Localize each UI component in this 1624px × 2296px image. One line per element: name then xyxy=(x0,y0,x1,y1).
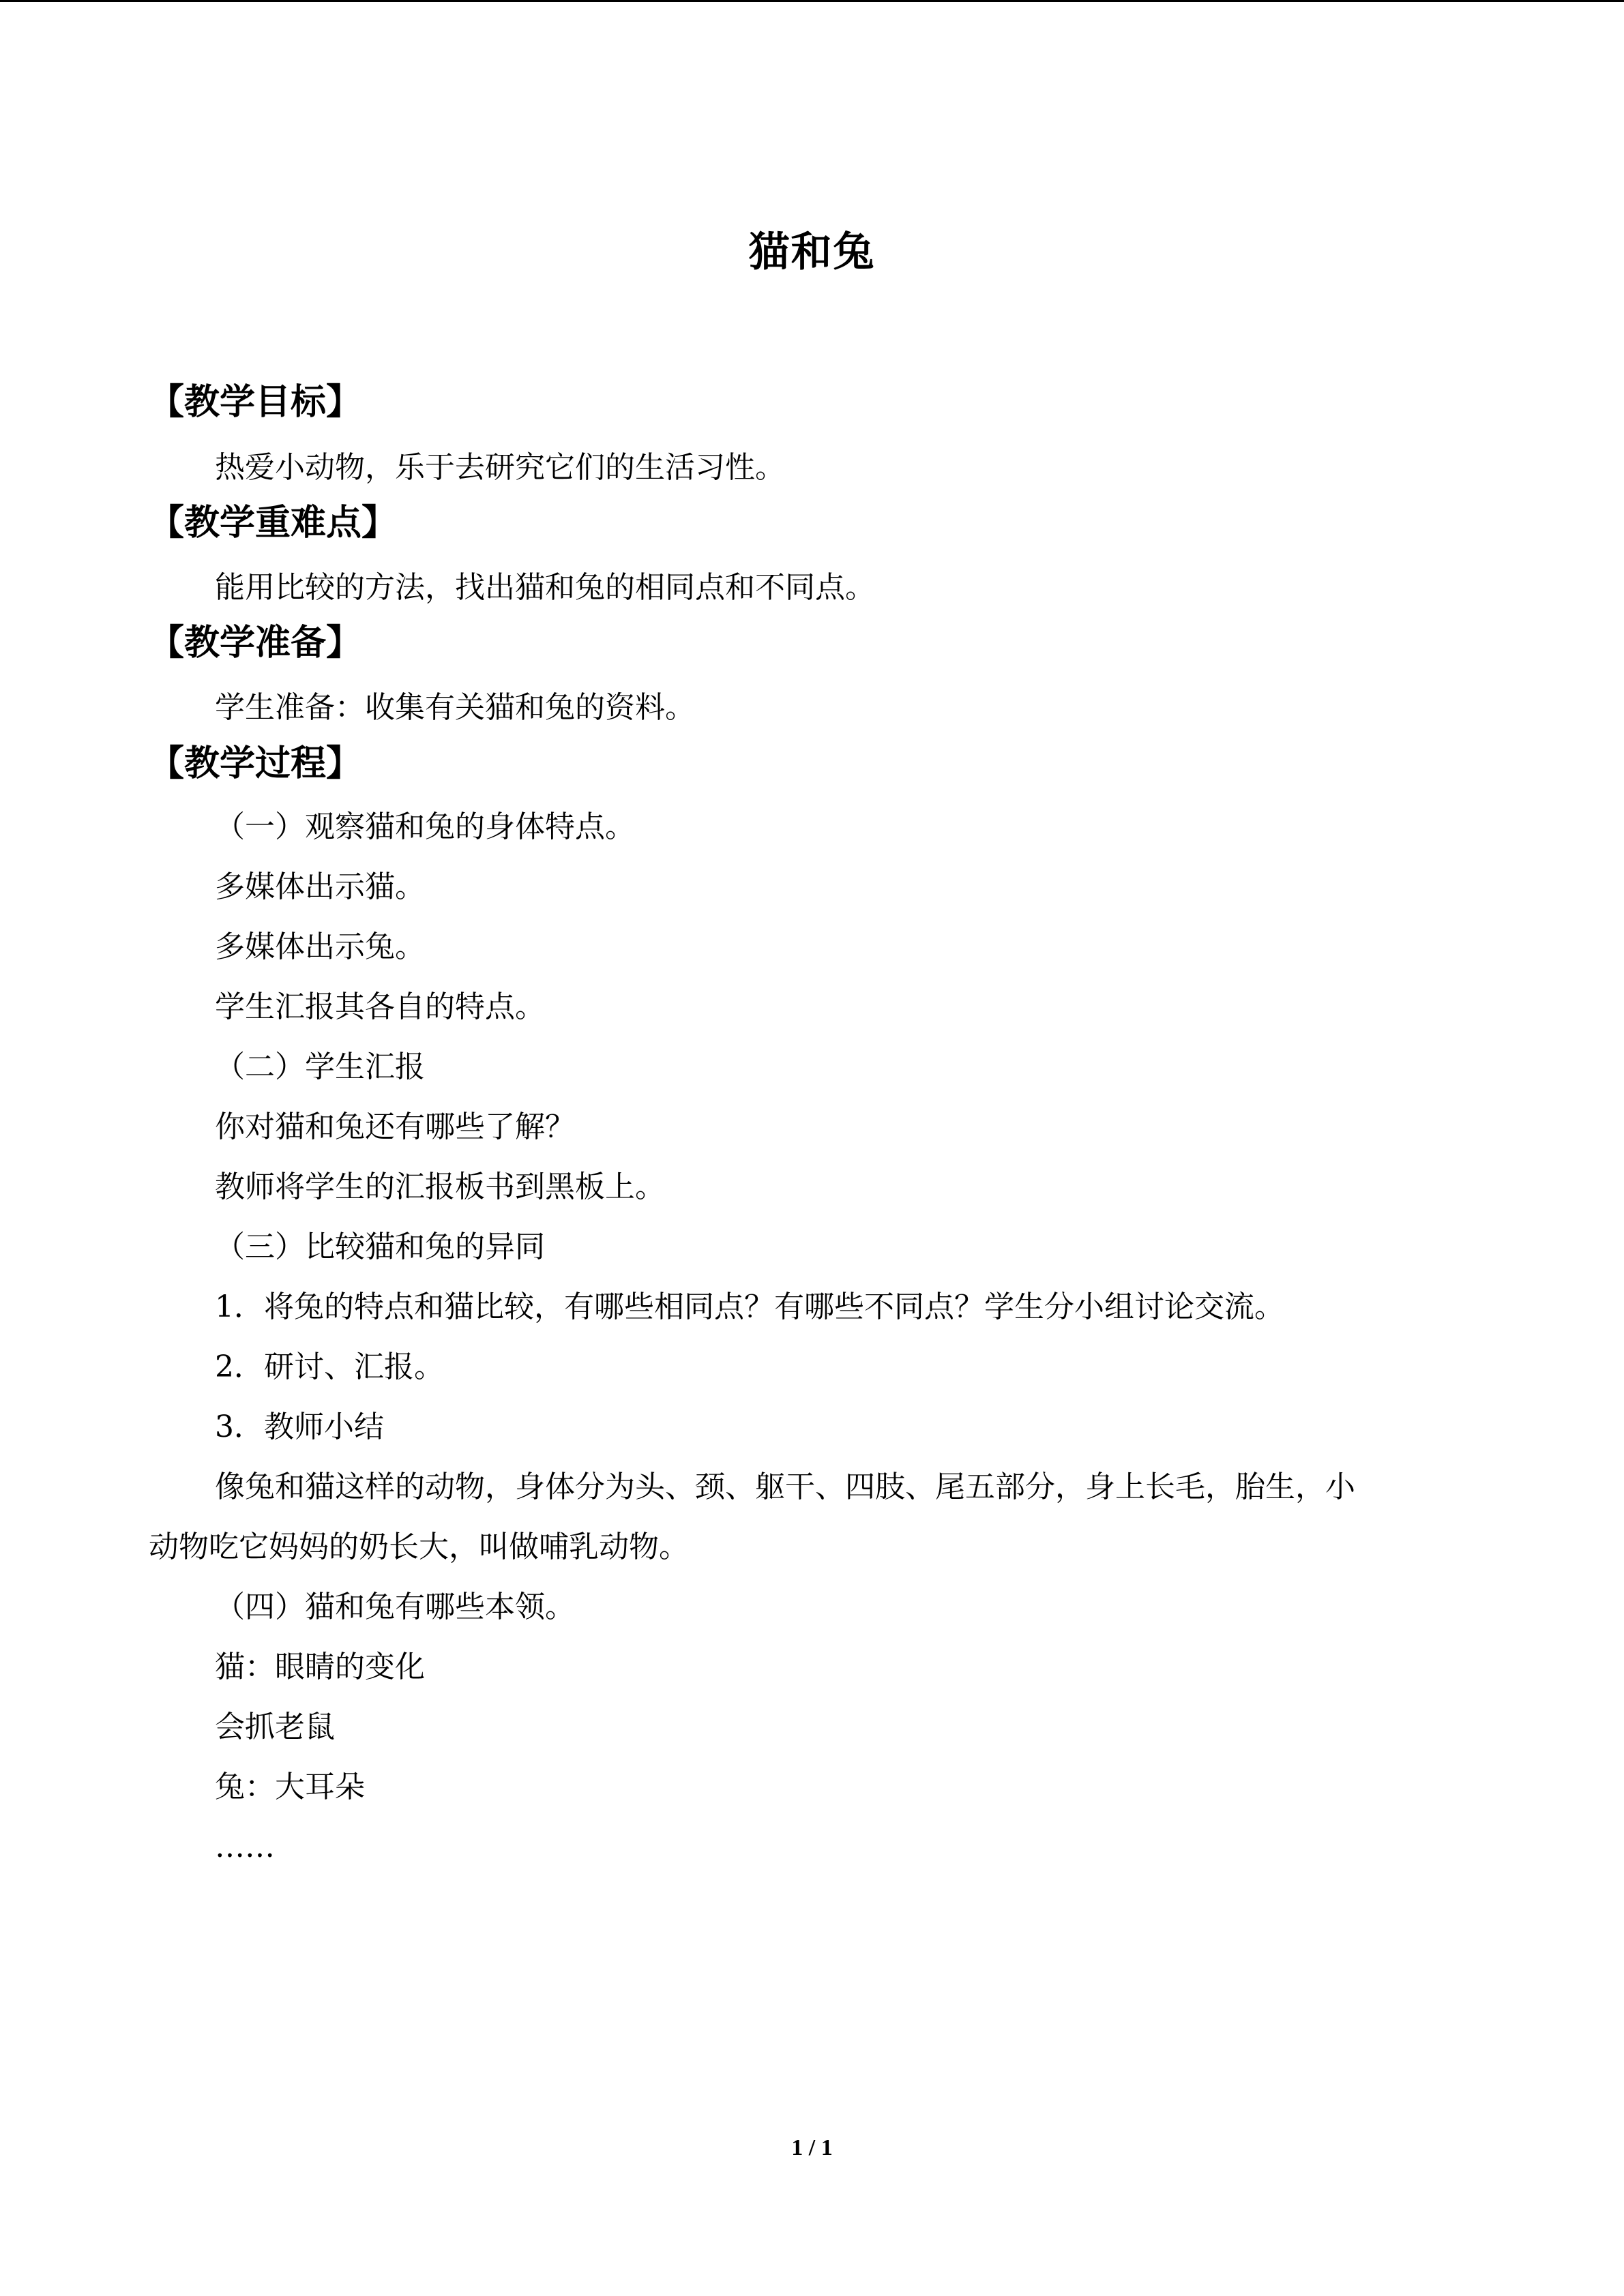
process-line: 动物吃它妈妈的奶长大，叫做哺乳动物。 xyxy=(149,1530,689,1564)
process-line: （三）比较猫和兔的异同 xyxy=(215,1229,545,1264)
section-heading-key-points: 【教学重难点】 xyxy=(149,503,398,543)
process-line: 教师将学生的汇报板书到黑板上。 xyxy=(215,1169,665,1204)
process-line: （二）学生汇报 xyxy=(215,1049,425,1084)
section-heading-preparation: 【教学准备】 xyxy=(149,623,362,664)
preparation-text: 学生准备：收集有关猫和兔的资料。 xyxy=(215,690,695,725)
top-border-line xyxy=(0,0,1624,2)
section-heading-process: 【教学过程】 xyxy=(149,743,362,784)
process-line: 兔：大耳朵 xyxy=(215,1770,365,1804)
process-line: 会抓老鼠 xyxy=(215,1710,335,1744)
process-line: （一）观察猫和兔的身体特点。 xyxy=(215,809,635,844)
process-line: 1．将兔的特点和猫比较，有哪些相同点？有哪些不同点？学生分小组讨论交流。 xyxy=(215,1289,1284,1324)
objectives-text: 热爱小动物，乐于去研究它们的生活习性。 xyxy=(215,450,785,485)
process-line: 你对猫和兔还有哪些了解？ xyxy=(215,1109,575,1144)
page-number: 1 / 1 xyxy=(791,2135,833,2160)
process-line: …… xyxy=(215,1830,275,1864)
process-line: 学生汇报其各自的特点。 xyxy=(215,989,545,1024)
process-line: （四）猫和兔有哪些本领。 xyxy=(215,1590,575,1624)
process-line: 像兔和猫这样的动物，身体分为头、颈、躯干、四肢、尾五部分，身上长毛，胎生，小 xyxy=(215,1470,1355,1504)
section-heading-objectives: 【教学目标】 xyxy=(149,382,362,423)
document-title: 猫和兔 xyxy=(748,228,876,276)
process-line: 猫：眼睛的变化 xyxy=(215,1650,425,1684)
key-points-text: 能用比较的方法，找出猫和兔的相同点和不同点。 xyxy=(215,570,875,605)
process-line: 2．研讨、汇报。 xyxy=(215,1350,444,1384)
process-line: 多媒体出示猫。 xyxy=(215,869,425,904)
process-line: 3．教师小结 xyxy=(215,1410,384,1444)
process-line: 多媒体出示兔。 xyxy=(215,929,425,964)
